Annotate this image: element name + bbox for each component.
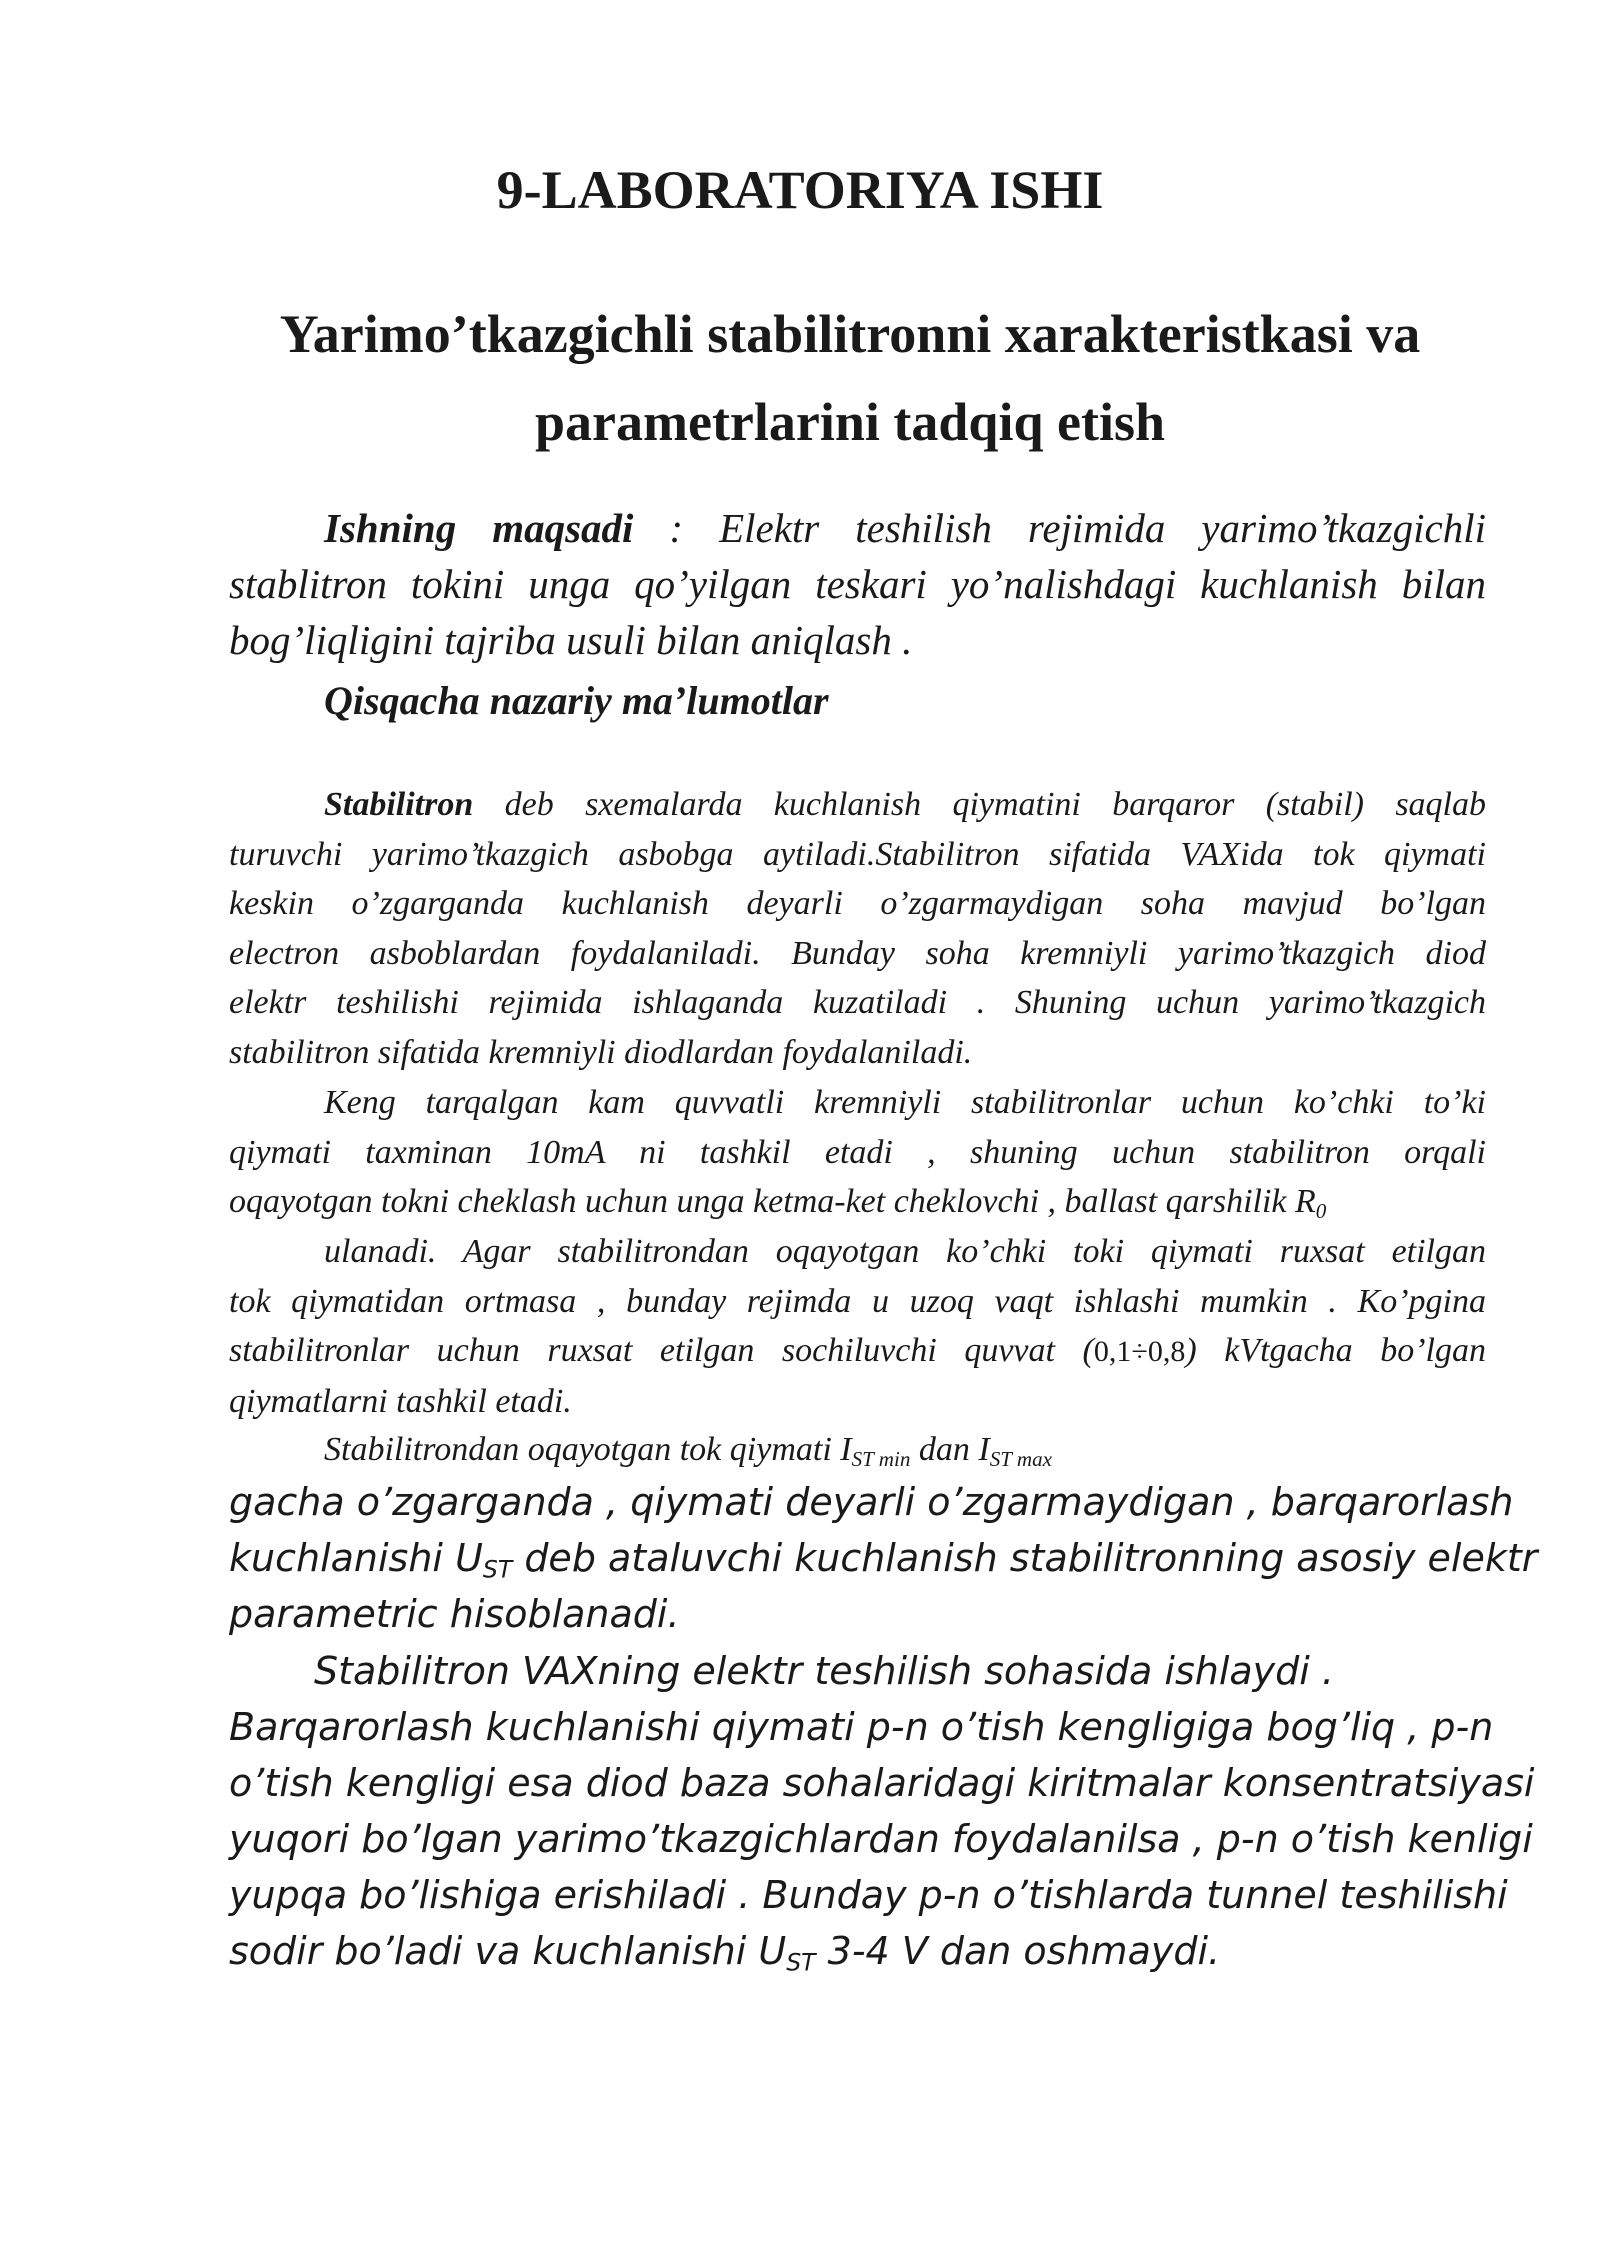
- goal-paragraph: [229, 500, 1486, 668]
- paragraph-avalanche-current: [229, 1078, 1486, 1227]
- goal-label: Ishning maqsadi: [324, 505, 634, 551]
- p3-line-1: ulanadi. Agar stabilitrondan oqayotgan ko’chki toki qiymati ruxsat etilgan: [324, 1233, 1486, 1270]
- lab-subtitle: Yarimo’tkazgichli stabilitronni xarakteristkasi va parametrlarini tadqiq etish: [279, 304, 1421, 452]
- p5-line-1: gacha o’zgarganda , qiymati deyarli o’zgarmaydigan , barqarorlash: [229, 1480, 1514, 1524]
- goal-text-1: Elektr teshilish rejimida yarimo’tkazgichli: [719, 505, 1486, 551]
- p6-line-2: Barqarorlash kuchlanishi qiymati p-n o’tish kengligiga bog’liq , p-n: [229, 1705, 1494, 1749]
- goal-separator: :: [633, 505, 720, 551]
- p1-line-6: stabilitron sifatida kremniyli diodlardan foydalaniladi.: [229, 1033, 973, 1071]
- paragraph-current-range: [324, 1425, 1052, 1475]
- p4-text-pre: Stabilitrondan oqayotgan tok qiymati I: [324, 1431, 852, 1468]
- p3-line-2: tok qiymatidan ortmasa , bunday rejimda u uzoq vaqt ishlashi mumkin . Ko’pgina: [229, 1282, 1486, 1320]
- goal-line-3: bog’liqligini tajriba usuli bilan aniqlash .: [229, 617, 913, 663]
- p2-text-3: oqayotgan tokni cheklash uchun unga ketma-ket cheklovchi , ballast qarshilik R: [229, 1183, 1316, 1220]
- p6-line-4: yuqori bo’lgan yarimo’tkazgichlardan foydalanilsa , p-n o’tish kenligi: [229, 1817, 1533, 1861]
- paragraph-permissible-power: [229, 1227, 1486, 1426]
- goal-line-1: [229, 500, 1486, 556]
- p2-r0-subscript: 0: [1315, 1198, 1327, 1223]
- p6-text-6-pre: sodir bo’ladi va kuchlanishi U: [229, 1929, 787, 1973]
- p3-text-3-pre: stabilitronlar uchun ruxsat etilgan sochiluvchi quvvat (: [229, 1332, 1094, 1369]
- p1-text-1: deb sxemalarda kuchlanish qiymatini barqaror (stabil) saqlab: [473, 786, 1486, 823]
- p4-text-mid: dan I: [910, 1431, 990, 1468]
- p1-term: Stabilitron: [324, 786, 474, 823]
- p6-ust-subscript: ST: [786, 1948, 816, 1977]
- p3-line-4: qiymatlarni tashkil etadi.: [229, 1382, 572, 1420]
- lab-title: 9-LABORATORIYA ISHI: [496, 160, 1104, 220]
- p1-line-3: keskin o’zgarganda kuchlanish deyarli o’zgarmaydigan soha mavjud bo’lgan: [229, 885, 1486, 922]
- p6-line-1: Stabilitron VAXning elektr teshilish sohasida ishlaydi .: [314, 1649, 1334, 1693]
- p6-line-3: o’tish kengligi esa diod baza sohalaridagi kiritmalar konsentratsiyasi: [229, 1761, 1535, 1805]
- p5-line-3: parametric hisoblanadi.: [229, 1592, 680, 1636]
- theory-heading: Qisqacha nazariy ma’lumotlar: [324, 678, 829, 723]
- p2-line-3: [229, 1177, 1486, 1227]
- p1-line-2: turuvchi yarimo’tkazgich asbobga aytiladi.Stabilitron sifatida VAXida tok qiymati: [229, 835, 1486, 873]
- p1-line-5: elektr teshilishi rejimida ishlaganda kuzatiladi . Shuning uchun yarimo’tkazgich: [229, 984, 1486, 1021]
- p4-sub-max: ST max: [989, 1446, 1052, 1471]
- p2-line-1: Keng tarqalgan kam quvvatli kremniyli stabilitronlar uchun ko’chki to’ki: [324, 1084, 1486, 1121]
- p6-line-5: yupqa bo’lishiga erishiladi . Bunday p-n o’tishlarda tunnel teshilishi: [229, 1873, 1508, 1917]
- p3-line-3: [229, 1326, 1486, 1377]
- paragraph-stabilitron-definition: [229, 780, 1486, 1077]
- p1-line-4: electron asboblardan foydalaniladi. Bunday soha kremniyli yarimo’tkazgich diod: [229, 934, 1486, 972]
- p3-power-range: 0,1÷0,8: [1093, 1335, 1186, 1368]
- paragraph-tunnel-breakdown: [229, 1643, 1535, 1979]
- p1-line-1: [229, 780, 1486, 830]
- p5-ust-subscript: ST: [482, 1555, 513, 1584]
- p6-text-6-post: 3-4 V dan oshmaydi.: [815, 1929, 1221, 1973]
- p6-line-6: [229, 1923, 1486, 1979]
- paragraph-stabilization-voltage: [229, 1474, 1538, 1642]
- p5-text-2-post: deb ataluvchi kuchlanish stabilitronning asosiy elektr: [512, 1536, 1538, 1580]
- p5-line-2: [229, 1530, 1538, 1586]
- p4-sub-min: ST min: [851, 1446, 911, 1471]
- goal-line-2: stablitron tokini unga qo’yilgan teskari yo’nalishdagi kuchlanish bilan: [229, 561, 1486, 607]
- p2-line-2: qiymati taxminan 10mA ni tashkil etadi , shuning uchun stabilitron orqali: [229, 1133, 1486, 1171]
- p3-text-3-post: ) kVtgacha bo’lgan: [1185, 1332, 1486, 1369]
- p5-text-2-pre: kuchlanishi U: [229, 1536, 483, 1580]
